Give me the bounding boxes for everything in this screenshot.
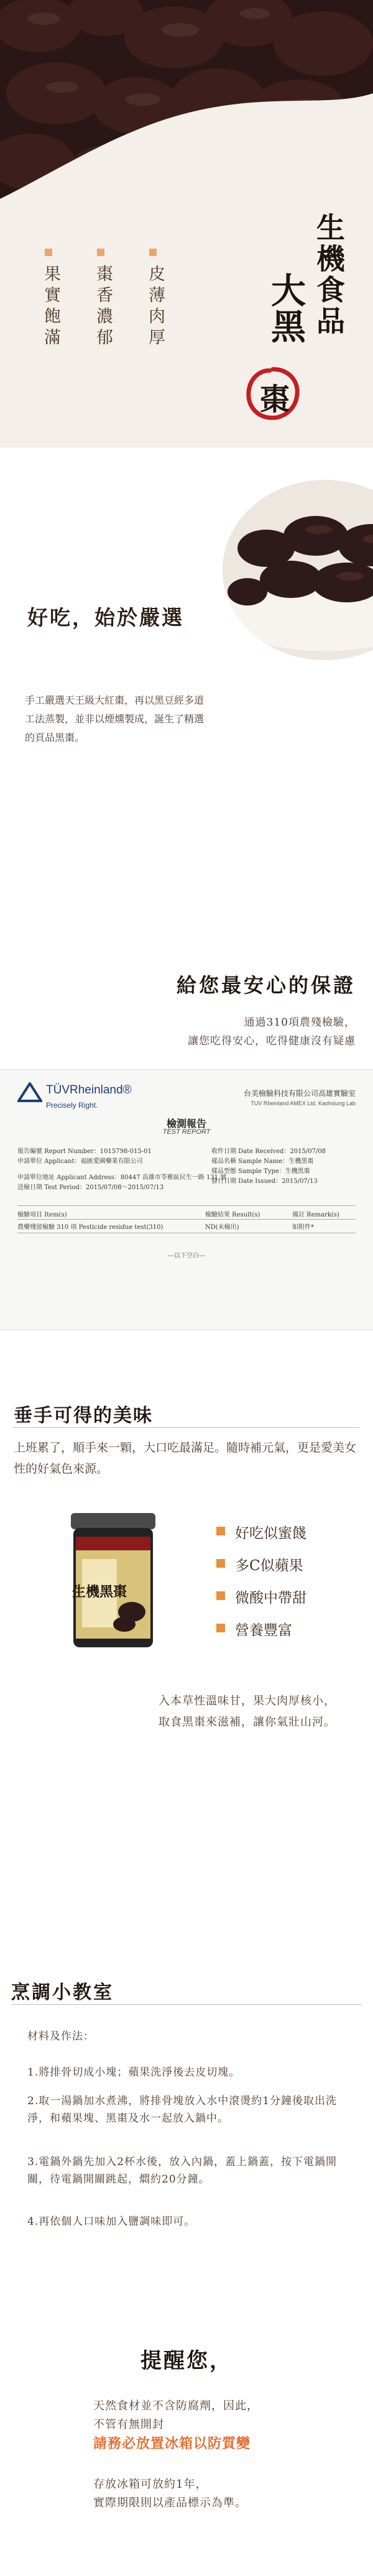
bullet-square [216, 1624, 225, 1632]
bullet-square [216, 1591, 225, 1600]
notice-line: 天然食材並不含防腐劑，因此， [93, 2399, 259, 2413]
bullet-square [216, 1559, 225, 1568]
table-rule [17, 1205, 356, 1206]
selection-section [0, 448, 373, 883]
section-title: 提醒您， [140, 2348, 233, 2373]
product-jar-image [57, 1509, 169, 1652]
section-paragraph-2 [112, 1691, 336, 1733]
notice-line: 實際期限則以產品標示為準。 [93, 2496, 247, 2509]
feature-text: 皮薄肉厚 [145, 265, 165, 349]
seal-mark [245, 366, 301, 421]
table-header: 檢驗項目 Item(s) [17, 1212, 67, 1218]
report-subtitle: TEST REPORT [162, 1128, 211, 1136]
feature-text: 果實飽滿 [41, 265, 60, 349]
table-header: 備註 Remark(s) [292, 1212, 339, 1218]
report-info-right [211, 1147, 326, 1187]
table-cell: 如附件* [292, 1224, 314, 1231]
report-footer: ---以下空白--- [167, 1253, 206, 1259]
info-line: 發行日期 Date Issued：2015/07/13 [211, 1178, 318, 1185]
report-title: 檢測報告 [166, 1118, 206, 1129]
paragraph-line: 取食黑棗來滋補，讓你氣壯山河。 [159, 1716, 336, 1729]
info-line: 申請單位 Applicant：福匯愛國藥業有限公司 [17, 1158, 143, 1165]
jar-label: 生機黑棗 [71, 1584, 127, 1600]
section-paragraph: 上班累了，順手來一顆，大口吃最滿足。隨時補元氣，更是愛美女性的好氣色來源。 [14, 1441, 357, 1476]
brand-calligraphy [250, 213, 346, 424]
benefit-label: 多C似蘋果 [235, 1558, 303, 1574]
info-line: 送檢日期 Test Period：2015/07/08～2015/07/13 [17, 1184, 164, 1191]
notice-line: 不管有無開封 [93, 2418, 164, 2431]
report-info-left [17, 1147, 226, 1193]
notice-alert: 請務必放置冰箱以防質變 [93, 2436, 251, 2452]
feature-item [94, 249, 119, 349]
recipe-step: 材料及作法： [27, 2030, 94, 2043]
feature-tick [149, 249, 157, 256]
section-title: 垂手可得的美味 [14, 1405, 153, 1427]
table-cell: 農藥殘留檢驗 310 項 Pesticide residue test(310) [17, 1224, 163, 1231]
info-line: 報告編號 Report Number：1015798-015-01 [17, 1148, 152, 1155]
bullet-square [216, 1527, 225, 1535]
recipe-step: 1.將排骨切成小塊；蘋果洗淨後去皮切塊。 [27, 2066, 241, 2079]
feature-text: 棗香濃郁 [93, 265, 113, 349]
info-line: 樣品名稱 Sample Name：生機黑棗 [211, 1158, 314, 1165]
section-paragraph: 手工嚴選天王級大紅棗，再以黑豆經多道工法蒸製，並非以煙燻製成，誕生了精選的頁品黑棗。 [25, 694, 205, 743]
feature-tick [45, 249, 52, 256]
section-headline: 好吃，始於嚴選 [27, 605, 184, 630]
benefit-label: 營養豐富 [235, 1622, 292, 1639]
tuv-logo-name: TÜVRheinland® [46, 1083, 132, 1097]
dates-bowl-photo [223, 480, 373, 660]
paragraph-line: 入本草性溫味甘，果大肉厚核小， [159, 1695, 336, 1708]
recipe-step: 3.電鍋外鍋先加入2杯水後，放入內鍋，蓋上鍋蓋，按下電鍋開關，待電鍋開關跳起，燜約20分鐘。 [27, 2156, 338, 2186]
paragraph-line: 通過310項農殘檢驗， [244, 1016, 356, 1029]
benefit-label: 好吃似蜜餞 [235, 1525, 306, 1542]
recipe-section [0, 1796, 373, 2281]
tuv-triangle-icon [17, 1082, 42, 1102]
info-line: 申請單位地址 Applicant Address：80447 高雄市苓雅區民生一路 131 號 [17, 1174, 227, 1181]
info-line: 收件日期 Date Received：2015/07/08 [211, 1148, 326, 1155]
lab-name-zh: 台美檢驗科技有限公司高雄實驗室 [243, 1089, 356, 1098]
notice-section [0, 2281, 373, 2576]
table-cell: ND(未檢出) [205, 1224, 239, 1231]
recipe-step: 2.取一湯鍋加水煮沸，將排骨塊放入水中滾燙約1分鐘後取出洗淨，和蘋果塊、黑棗及水一起放入鍋中。 [27, 2095, 338, 2125]
info-line: 樣品型態 Sample Type：生機黑棗 [211, 1168, 310, 1175]
lab-name-en: TUV Rheinland AMEX Ltd. Kaohsiung Lab [251, 1100, 356, 1106]
tuv-logo-tagline: Precisely Right. [46, 1101, 98, 1110]
section-title: 烹調小教室 [11, 1982, 114, 2003]
brand-line-2: 大黑 [265, 272, 306, 344]
benefit-label: 微酸中帶甜 [235, 1590, 306, 1606]
section-paragraph [119, 1013, 356, 1051]
brand-line-1: 生機食品 [312, 213, 346, 337]
feature-item [42, 249, 67, 349]
title-divider [14, 1427, 359, 1428]
safety-section [0, 883, 373, 1343]
snack-section [0, 1343, 373, 1796]
table-header: 檢驗結果 Result(s) [205, 1212, 260, 1218]
seal-character: 棗 [260, 382, 290, 417]
recipe-step: 4.再依個人口味加入鹽調味即可。 [27, 2215, 196, 2228]
hero-section [0, 0, 373, 448]
feature-tick [97, 249, 104, 256]
table-rule [17, 1219, 356, 1220]
section-title: 給您最安心的保證 [176, 973, 356, 997]
lab-name [244, 1088, 356, 1108]
feature-item [147, 249, 172, 349]
dates-bowl-illustration [223, 480, 373, 660]
test-report-document [0, 1069, 373, 1330]
paragraph-line: 讓您吃得安心，吃得健康沒有疑慮 [188, 1035, 356, 1047]
title-divider [11, 2004, 362, 2005]
notice-line: 存放冰箱可放約1年， [93, 2478, 208, 2491]
